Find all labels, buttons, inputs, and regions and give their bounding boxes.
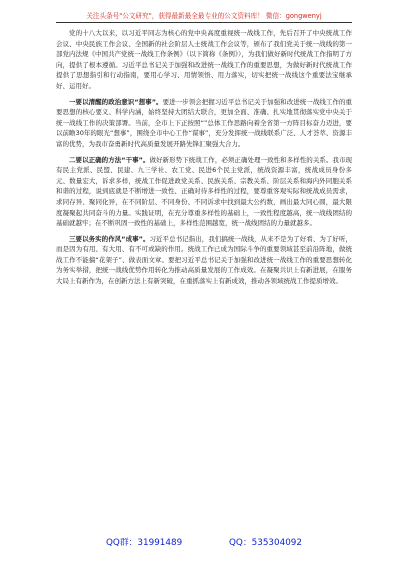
paragraph-text: 习近平总书记指出，我们搞统一战线，从来不是为了好看、为了好听，而是因为有用、有大用、有不可或缺的作用。统战工作已成为国际斗争的重要领域甚至前沿阵地，做统战工作不能搞“花架子”、做表面文章。要把习近平总书记关于加强和改进统一战线工作的重要思想转化为务实举措，把统一战线优势作用转化为推动高质量发展的工作成效。在凝聚共识上有新进展，在服务大局上有新作为，在创新方法上有新突破，在重抓落实上有新成效，推动各领域统战工作提质增效。 bbox=[56, 234, 352, 286]
qq-contact-number: QQ：535304092 bbox=[228, 538, 303, 548]
qq-group-number: QQ群：31991489 bbox=[105, 538, 183, 548]
section-one-paragraph bbox=[56, 97, 352, 150]
section-three-heading: 三要以务实的作风“成事”。 bbox=[69, 234, 150, 243]
document-body bbox=[56, 28, 352, 292]
header-divider bbox=[56, 22, 352, 23]
section-two-paragraph bbox=[56, 155, 352, 229]
paragraph-text: 党的十八大以来，以习近平同志为核心的党中央高度重视统一战线工作，先后召开了中央统战工作会议、中央民族工作会议、全国新的社会阶层人士统战工作会议等，颁布了我们党关于统一战线的第一部党内法规《中国共产党统一战线工作条例》（以下简称《条例》），为我们做好新时代统战工作指明了方向，提供了根本遵循。习近平总书记关于加强和改进统一战线工作的重要思想，为做好新时代统战工作提供了思想指引和行动指南，要用心学习、用情领悟、用力落实，切实把统一战线这个重要法宝继承好、运用好。 bbox=[56, 29, 352, 90]
paragraph-text: 做好新形势下统战工作，必须正确处理一致性和多样性的关系。我市现有民主党派、民盟、民建、九三学社、农工党、民进6个民主党派，统战资源丰富，统战成员身份多元、数量宏大，诉求多样，统战工作促进政党关系、民族关系、宗教关系、阶层关系和海内外同胞关系和谐的过程，说到底就是不断增进一致性、正确对待多样性的过程，要尊重客观实际和统战成员需求，求同存异、聚同化异，在不同阶层、不同身份、不同诉求中找到最大公约数，画出最大同心圆，最大限度凝聚起共同奋斗的力量。实践证明，在充分尊重多样性的基础上，一致性程度越高，统一战线团结的基础就越牢；在不断巩固一致性的基础上，多样性范围越宽，统一战线团结的力量就越多。 bbox=[56, 155, 352, 228]
paragraph-text: 要进一步领会把握习近平总书记关于加强和改进统一战线工作的重要思想的核心要义、科学内涵，始终坚持大团结大联合，更加全面、准确、扎实地贯彻落实党中央关于统一战线工作的决策部署。当前，全市上下正按照“”总体工作思路向着全省第一方阵目标奋力迈进，要以前瞻30年的眼光“想事”，围绕全市中心工作“谋事”，充分发挥统一战线联系广泛、人才荟萃、资源丰富的优势，为我市奋勇新时代高质量发展开路先锋汇聚强大合力。 bbox=[56, 97, 353, 148]
section-one-heading: 一要以清醒的政治意识“想事”。 bbox=[69, 97, 163, 106]
page-header: 关注头条号"公文研究"，获得最新最全最专业的公文资料库！ 微信：gongwenyj bbox=[86, 12, 322, 20]
section-three-paragraph bbox=[56, 234, 352, 287]
page-footer bbox=[56, 537, 352, 549]
intro-paragraph bbox=[56, 28, 352, 92]
section-two-heading: 二要以正确的方法“干事”。 bbox=[69, 155, 150, 164]
